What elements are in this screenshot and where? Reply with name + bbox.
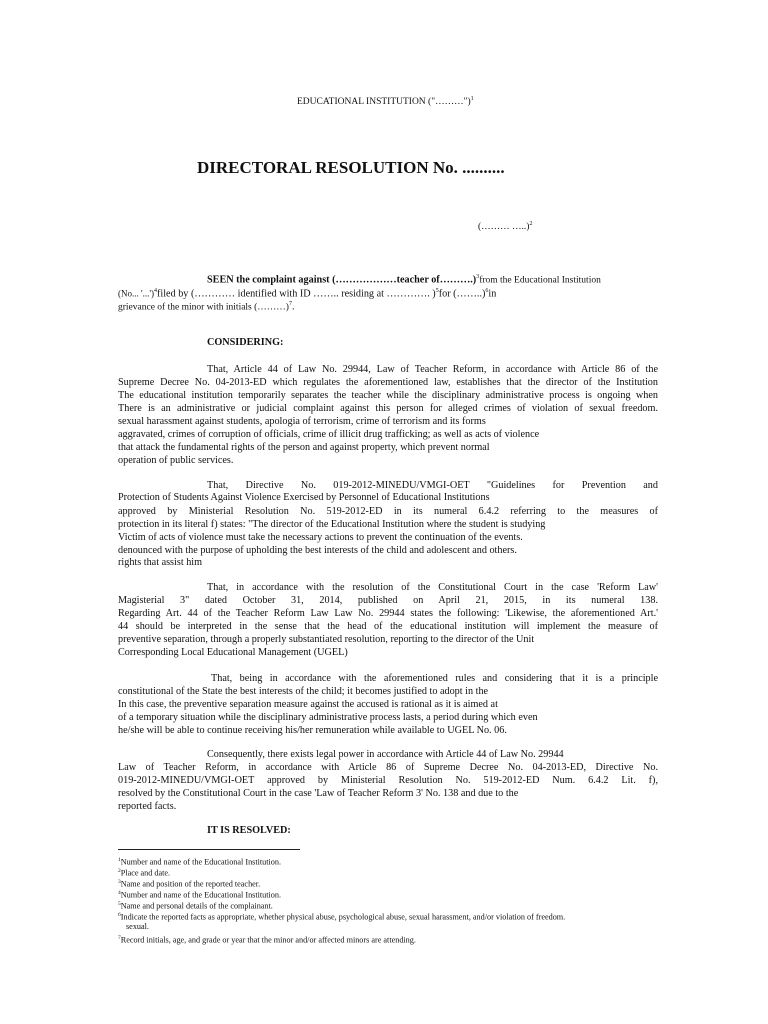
footnote: $^7$Record initials, age, and grade or year that the minor and/or affected minors are attending. [118, 935, 416, 945]
para2-line: Protection of Students Against Violence Exercised by Personnel of Educational Institutions [118, 492, 490, 503]
footnote: $^3$Name and position of the reported teacher. [118, 879, 261, 889]
para1-line: That, Article 44 of Law No. 29944, Law of Teacher Reform, in accordance with Article 86 of the [207, 364, 658, 375]
para3-line: That, in accordance with the resolution of the Constitutional Court in the case 'Reform Law' [207, 582, 658, 593]
footnote: $^2$Place and date. [118, 868, 171, 878]
para3-line: preventive separation, through a properly substantiated resolution, reporting to the director of the Unit [118, 634, 535, 645]
document-title: DIRECTORAL RESOLUTION No. .......... [197, 158, 505, 177]
para5-line: reported facts. [118, 801, 177, 812]
seen-line-1: SEEN the complaint against (………………teacher of……….)$^3$from the Educational Institution [207, 274, 601, 286]
para2-line: protection in its literal f) states: "The director of the Educational Institution where the student is studying [118, 519, 546, 530]
para1-line: aggravated, crimes of corruption of officials, crime of illicit drug trafficking; as well as acts of violence [118, 429, 540, 440]
para2-line: rights that assist him [118, 557, 203, 568]
para1-line: There is an administrative or judicial complaint against this person for alleged crimes of violation of sexual freedom. [118, 403, 658, 414]
para4-line: In this case, the preventive separation measure against the accused is rational as it is aimed at [118, 699, 498, 710]
para3-line: Corresponding Local Educational Management (UGEL) [118, 647, 348, 658]
para3-line: Magisterial 3" dated October 31, 2014, published on April 21, 2015, in its numeral 138. [118, 595, 658, 606]
resolved-heading: IT IS RESOLVED: [207, 825, 291, 836]
para5-line: Consequently, there exists legal power in accordance with Article 44 of Law No. 29944 [207, 749, 564, 760]
para3-line: Regarding Art. 44 of the Teacher Reform Law Law No. 29944 states the following: 'Likewise, the aforementioned Art.' [118, 608, 658, 619]
para1-line: that attack the fundamental rights of the person and against property, which prevent normal [118, 442, 490, 453]
seen-line-2: (No... '...')$^4$filed by (………… identified with ID …….. residing at …………. )$^5$for (……..)$^6$in [118, 288, 497, 300]
footnote: $^6$Indicate the reported facts as appropriate, whether physical abuse, psychological abuse, sexual harassment, and/or violation of freedom. [118, 912, 566, 922]
para1-line: The educational institution temporarily separates the teacher while the disciplinary administrative process is ongoing when [118, 390, 658, 401]
footnote: sexual. [126, 922, 149, 931]
para2-line: That, Directive No. 019-2012-MINEDU/VMGI-OET "Guidelines for Prevention and [207, 480, 658, 491]
para1-line: operation of public services. [118, 455, 234, 466]
para2-line: Victim of acts of violence must take the necessary actions to prevent the continuation of the events. [118, 532, 523, 543]
para5-line: 019-2012-MINEDU/VMGI-OET approved by Ministerial Resolution No. 519-2012-ED Num. 6.4.2 Lit. f), [118, 775, 658, 786]
footnote-divider [118, 849, 300, 850]
place-date: (……… …..)$^2$ [478, 221, 533, 233]
para5-line: Law of Teacher Reform, in accordance with Article 86 of Supreme Decree No. 04-2013-ED, Directive No. [118, 762, 658, 773]
footnote: $^5$Name and personal details of the complainant. [118, 901, 273, 911]
considering-heading: CONSIDERING: [207, 337, 284, 348]
para5-line: resolved by the Constitutional Court in the case 'Law of Teacher Reform 3' No. 138 and due to the [118, 788, 519, 799]
para4-line: That, being in accordance with the aforementioned rules and considering that it is a principle [211, 673, 658, 684]
para1-line: Supreme Decree No. 04-2013-ED which regulates the aforementioned law, establishes that the director of the Institution [118, 377, 658, 388]
footnote: $^4$Number and name of the Educational Institution. [118, 890, 282, 900]
para2-line: denounced with the purpose of upholding the best interests of the child and adolescent and others. [118, 545, 517, 556]
para4-line: of a temporary situation while the disciplinary administrative process lasts, a period during which even [118, 712, 538, 723]
institution-header: EDUCATIONAL INSTITUTION ("………")$^1$ [297, 96, 474, 108]
seen-line-3: grievance of the minor with initials (………)$^7$. [118, 301, 295, 313]
para1-line: sexual harassment against students, apologia of terrorism, crime of terrorism and its forms [118, 416, 486, 427]
footnote: $^1$Number and name of the Educational Institution. [118, 857, 282, 867]
para4-line: constitutional of the State the best interests of the child; it becomes justified to adopt in the [118, 686, 489, 697]
para4-line: he/she will be able to continue receiving his/her remuneration while available to UGEL No. 06. [118, 725, 507, 736]
para2-line: approved by Ministerial Resolution No. 519-2012-ED in its numeral 6.4.2 referring to the measures of [118, 506, 658, 517]
para3-line: 44 should be interpreted in the sense that the head of the educational institution will implement the measure of [118, 621, 658, 632]
